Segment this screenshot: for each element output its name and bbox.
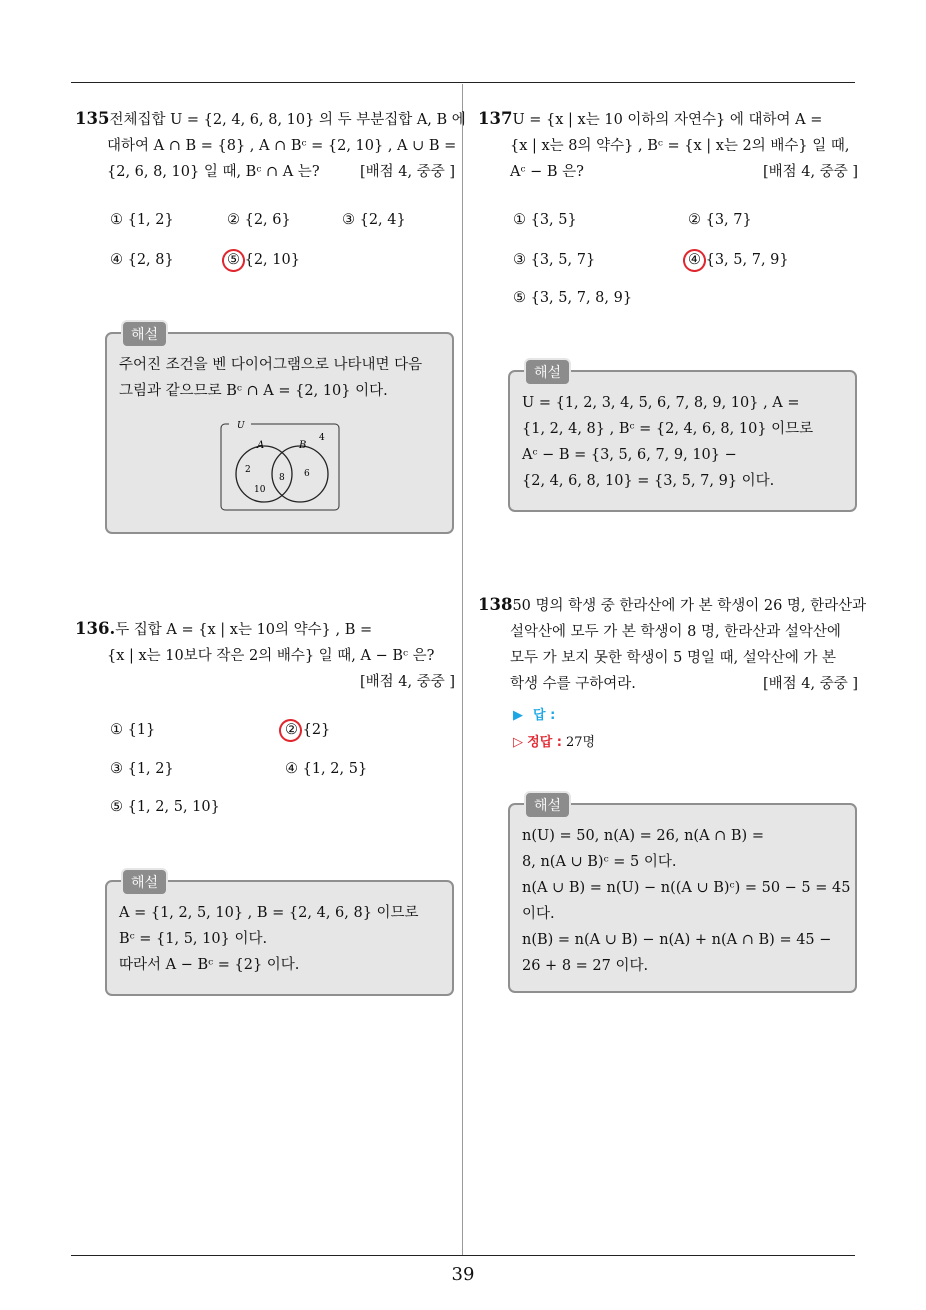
venn-a-only: 2 <box>245 465 251 475</box>
solution-line: n(U) = 50, n(A) = 26, n(A ∩ B) = <box>522 828 764 844</box>
top-rule <box>71 82 855 83</box>
venn-outside: 4 <box>319 433 325 443</box>
problem-number: 135 <box>75 109 110 128</box>
choice-5[interactable]: ⑤ {1, 2, 5, 10} <box>110 799 220 815</box>
choice-2[interactable]: ② {2, 6} <box>227 212 291 228</box>
solution-box-137 <box>508 365 857 512</box>
venn-b-only: 6 <box>304 469 310 479</box>
solution-tag: 해설 <box>121 868 168 896</box>
problem-number: 136. <box>75 619 116 638</box>
problem-text-line2: 설악산에 모두 가 본 학생이 8 명, 한라산과 설악산에 <box>510 624 841 640</box>
problem-137 <box>478 106 858 185</box>
choice-5[interactable]: ⑤ {3, 5, 7, 8, 9} <box>513 290 633 306</box>
solution-box-136 <box>105 875 454 996</box>
venn-intersection: 8 <box>279 473 285 483</box>
solution-line: 26 + 8 = 27 이다. <box>522 958 649 974</box>
solution-line: n(A ∪ B) = n(U) − n((A ∪ B)ᶜ) = 50 − 5 = 45 <box>522 880 851 896</box>
problem-text-line1: 50 명의 학생 중 한라산에 가 본 학생이 26 명, 한라산과 <box>512 598 867 614</box>
problem-text-line3: {2, 6, 8, 10} 일 때, Bᶜ ∩ A 는? <box>107 164 320 180</box>
answer-arrow-icon: ▶ <box>513 708 523 723</box>
problem-text-line3: Aᶜ − B 은? <box>510 164 584 180</box>
correct-answer-row <box>513 731 595 750</box>
answer-input-row[interactable] <box>513 704 555 723</box>
column-divider <box>462 84 463 1256</box>
choice-5[interactable]: ⑤ {2, 10} <box>227 252 300 268</box>
solution-box-138 <box>508 798 857 993</box>
problem-number: 138 <box>478 595 513 614</box>
problem-135 <box>75 106 466 185</box>
solution-line: 따라서 A − Bᶜ = {2} 이다. <box>119 957 300 973</box>
problem-meta: [배점 4, 중중 ] <box>359 164 455 180</box>
correct-label: 정답 : <box>527 735 562 750</box>
answer-label: 답 : <box>533 708 556 723</box>
solution-line: Aᶜ − B = {3, 5, 6, 7, 9, 10} − <box>522 447 737 463</box>
solution-tag: 해설 <box>524 358 571 386</box>
bottom-rule <box>71 1255 855 1256</box>
venn-label-a: A <box>257 440 265 451</box>
solution-line: U = {1, 2, 3, 4, 5, 6, 7, 8, 9, 10} , A = <box>522 395 800 411</box>
choice-2[interactable]: ② {2} <box>285 722 331 738</box>
choice-4[interactable]: ④ {3, 5, 7, 9} <box>688 252 789 268</box>
choice-1[interactable]: ① {3, 5} <box>513 212 577 228</box>
problem-text-line2: {x | x는 8의 약수} , Bᶜ = {x | x는 2의 배수} 일 때, <box>510 138 850 154</box>
problem-138 <box>478 592 867 697</box>
problem-text-line1: 전체집합 U = {2, 4, 6, 8, 10} 의 두 부분집합 A, B 에 <box>109 112 466 128</box>
solution-line: Bᶜ = {1, 5, 10} 이다. <box>119 931 268 947</box>
choice-3[interactable]: ③ {1, 2} <box>110 761 174 777</box>
problem-number: 137 <box>478 109 513 128</box>
answer-mark-circle <box>277 717 304 744</box>
solution-line: 이다. <box>522 906 555 922</box>
answer-mark-circle <box>220 247 247 274</box>
answer-mark-circle <box>681 247 708 274</box>
solution-box-135 <box>105 327 454 534</box>
problem-text-line2: 대하여 A ∩ B = {8} , A ∩ Bᶜ = {2, 10} , A ∪ B = <box>107 138 457 154</box>
venn-a-only: 10 <box>254 485 266 495</box>
solution-line: 그림과 같으므로 Bᶜ ∩ A = {2, 10} 이다. <box>119 383 388 399</box>
choice-3[interactable]: ③ {3, 5, 7} <box>513 252 596 268</box>
solution-line: 8, n(A ∪ B)ᶜ = 5 이다. <box>522 854 677 870</box>
correct-arrow-icon: ▷ <box>513 735 523 750</box>
venn-label-b: B <box>299 440 307 451</box>
solution-line: 주어진 조건을 벤 다이어그램으로 나타내면 다음 <box>119 357 423 373</box>
problem-meta: [배점 4, 중중 ] <box>762 164 858 180</box>
venn-label-universe: U <box>237 421 245 431</box>
problem-136 <box>75 616 455 695</box>
choice-1[interactable]: ① {1} <box>110 722 156 738</box>
problem-meta: [배점 4, 중중 ] <box>359 674 455 690</box>
venn-diagram <box>219 420 343 514</box>
correct-value: 27명 <box>565 735 596 750</box>
problem-text-line1: 두 집합 A = {x | x는 10의 약수} , B = <box>115 622 373 638</box>
problem-meta: [배점 4, 중중 ] <box>762 676 858 692</box>
solution-tag: 해설 <box>524 791 571 819</box>
solution-line: n(B) = n(A ∪ B) − n(A) + n(A ∩ B) = 45 − <box>522 932 832 948</box>
choice-1[interactable]: ① {1, 2} <box>110 212 174 228</box>
problem-text-line2: {x | x는 10보다 작은 2의 배수} 일 때, A − Bᶜ 은? <box>107 648 435 664</box>
problem-text-line1: U = {x | x는 10 이하의 자연수} 에 대하여 A = <box>512 112 823 128</box>
choice-2[interactable]: ② {3, 7} <box>688 212 752 228</box>
solution-line: {2, 4, 6, 8, 10} = {3, 5, 7, 9} 이다. <box>522 473 775 489</box>
choice-4[interactable]: ④ {2, 8} <box>110 252 174 268</box>
solution-tag: 해설 <box>121 320 168 348</box>
solution-line: {1, 2, 4, 8} , Bᶜ = {2, 4, 6, 8, 10} 이므로 <box>522 421 814 437</box>
choice-4[interactable]: ④ {1, 2, 5} <box>285 761 368 777</box>
problem-text-line3: 모두 가 보지 못한 학생이 5 명일 때, 설악산에 가 본 <box>510 650 837 666</box>
page-number: 39 <box>451 1264 475 1285</box>
choice-3[interactable]: ③ {2, 4} <box>342 212 406 228</box>
problem-text-line4: 학생 수를 구하여라. <box>510 676 636 692</box>
solution-line: A = {1, 2, 5, 10} , B = {2, 4, 6, 8} 이므로 <box>119 905 419 921</box>
